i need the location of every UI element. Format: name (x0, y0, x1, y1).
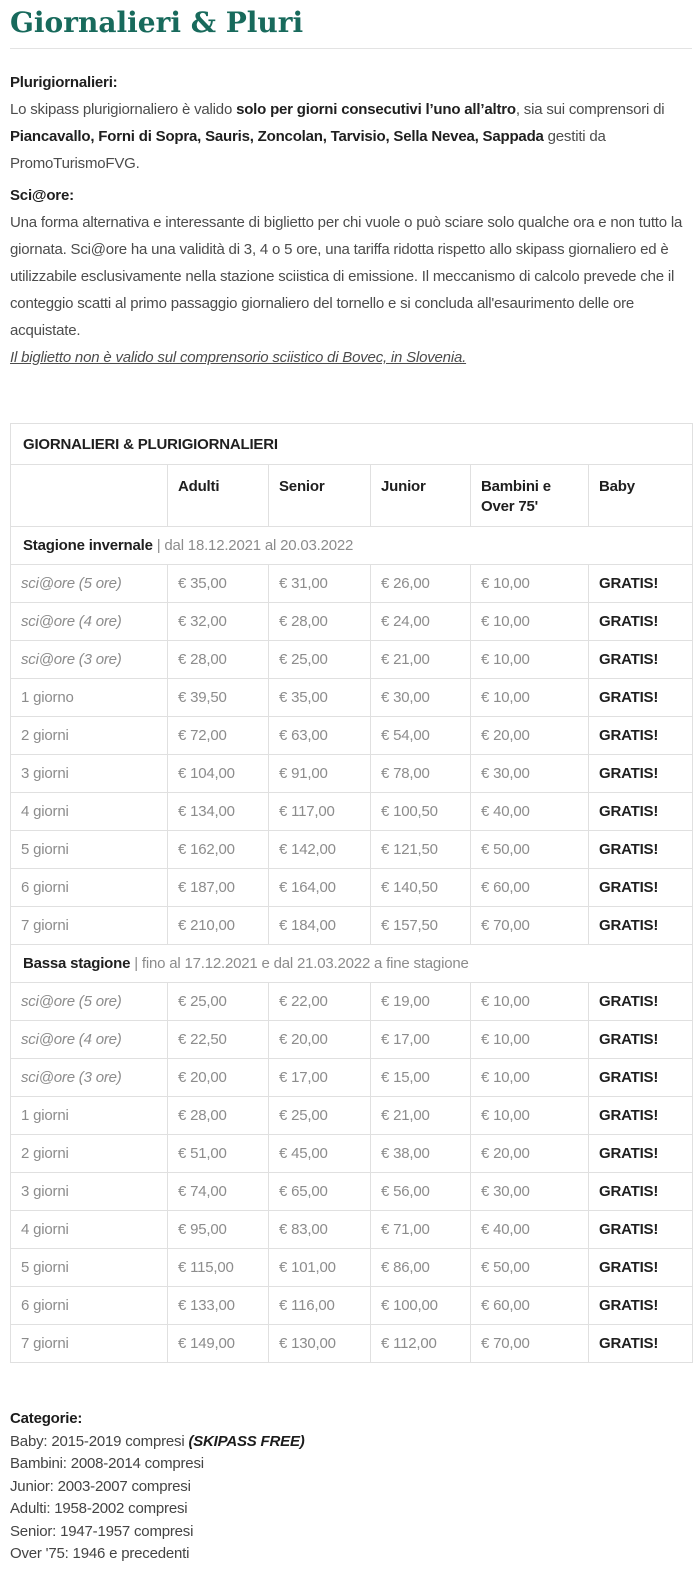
price-cell: € 32,00 (168, 603, 269, 641)
price-cell: € 130,00 (269, 1325, 371, 1363)
plurigiornalieri-heading: Plurigiornalieri: (10, 74, 118, 91)
price-cell: € 86,00 (371, 1249, 471, 1287)
price-row (11, 983, 693, 1021)
price-row (11, 1097, 693, 1135)
category-text: Adulti: 1958-2002 compresi (10, 1500, 188, 1517)
category-line-over75 (10, 1543, 692, 1566)
season-dates: | dal 18.12.2021 al 20.03.2022 (152, 537, 354, 554)
price-row (11, 755, 693, 793)
price-cell: € 71,00 (371, 1211, 471, 1249)
price-cell: € 104,00 (168, 755, 269, 793)
baby-price-cell: GRATIS! (589, 679, 693, 717)
season-label: Stagione invernale (23, 537, 153, 554)
category-line-baby (10, 1431, 692, 1454)
column-header-junior: Junior (371, 465, 471, 527)
row-label: 4 giorni (11, 793, 168, 831)
plurigiornalieri-bold-comprensori: Piancavallo, Forni di Sopra, Sauris, Zoncolan, Tarvisio, Sella Nevea, Sappada (10, 128, 544, 145)
price-row (11, 1135, 693, 1173)
price-row (11, 1287, 693, 1325)
price-cell: € 20,00 (471, 1135, 589, 1173)
price-cell: € 115,00 (168, 1249, 269, 1287)
price-cell: € 22,00 (269, 983, 371, 1021)
season-header-row (11, 945, 693, 983)
column-header-empty (11, 465, 168, 527)
row-label: 7 giorni (11, 1325, 168, 1363)
column-header-bambini-over75: Bambini e Over 75' (471, 465, 589, 527)
season-header-cell (11, 945, 693, 983)
price-cell: € 10,00 (471, 641, 589, 679)
price-cell: € 30,00 (371, 679, 471, 717)
baby-price-cell: GRATIS! (589, 983, 693, 1021)
price-cell: € 121,50 (371, 831, 471, 869)
price-cell: € 95,00 (168, 1211, 269, 1249)
price-cell: € 10,00 (471, 1097, 589, 1135)
price-cell: € 40,00 (471, 1211, 589, 1249)
price-cell: € 133,00 (168, 1287, 269, 1325)
categories-heading-line (10, 1408, 692, 1431)
category-line-senior (10, 1521, 692, 1544)
price-cell: € 25,00 (269, 641, 371, 679)
sciore-heading: Sci@ore: (10, 187, 74, 204)
price-table (10, 423, 693, 1363)
price-cell: € 164,00 (269, 869, 371, 907)
price-cell: € 40,00 (471, 793, 589, 831)
row-label: 5 giorni (11, 1249, 168, 1287)
price-cell: € 50,00 (471, 1249, 589, 1287)
price-row (11, 1211, 693, 1249)
price-cell: € 21,00 (371, 1097, 471, 1135)
title-divider (10, 48, 692, 49)
baby-price-cell: GRATIS! (589, 755, 693, 793)
price-row (11, 565, 693, 603)
row-label: 3 giorni (11, 755, 168, 793)
row-label: sci@ore (3 ore) (11, 1059, 168, 1097)
price-row (11, 1249, 693, 1287)
price-cell: € 15,00 (371, 1059, 471, 1097)
row-label: sci@ore (4 ore) (11, 603, 168, 641)
page-title: Giornalieri & Pluri (10, 6, 304, 39)
price-row (11, 679, 693, 717)
price-cell: € 19,00 (371, 983, 471, 1021)
price-cell: € 25,00 (168, 983, 269, 1021)
price-cell: € 117,00 (269, 793, 371, 831)
price-cell: € 56,00 (371, 1173, 471, 1211)
price-cell: € 210,00 (168, 907, 269, 945)
price-cell: € 83,00 (269, 1211, 371, 1249)
price-cell: € 10,00 (471, 565, 589, 603)
row-label: sci@ore (5 ore) (11, 565, 168, 603)
price-cell: € 26,00 (371, 565, 471, 603)
price-cell: € 112,00 (371, 1325, 471, 1363)
column-header-senior: Senior (269, 465, 371, 527)
baby-price-cell: GRATIS! (589, 1287, 693, 1325)
price-cell: € 28,00 (168, 641, 269, 679)
price-cell: € 142,00 (269, 831, 371, 869)
row-label: 1 giorno (11, 679, 168, 717)
price-row (11, 641, 693, 679)
price-cell: € 101,00 (269, 1249, 371, 1287)
price-cell: € 10,00 (471, 679, 589, 717)
price-cell: € 30,00 (471, 755, 589, 793)
row-label: 5 giorni (11, 831, 168, 869)
baby-price-cell: GRATIS! (589, 1135, 693, 1173)
category-text: Senior: 1947-1957 compresi (10, 1522, 194, 1540)
baby-price-cell: GRATIS! (589, 869, 693, 907)
price-cell: € 157,50 (371, 907, 471, 945)
baby-price-cell: GRATIS! (589, 793, 693, 831)
price-cell: € 20,00 (471, 717, 589, 755)
category-text: Junior: 2003-2007 compresi (10, 1477, 191, 1495)
price-cell: € 24,00 (371, 603, 471, 641)
price-cell: € 10,00 (471, 603, 589, 641)
price-cell: € 31,00 (269, 565, 371, 603)
row-label: 3 giorni (11, 1173, 168, 1211)
season-header-cell (11, 527, 693, 565)
season-dates: | fino al 17.12.2021 e dal 21.03.2022 a fine stagione (130, 955, 469, 972)
price-cell: € 116,00 (269, 1287, 371, 1325)
table-title-row (11, 424, 693, 465)
column-header-adulti: Adulti (168, 465, 269, 527)
row-label: 6 giorni (11, 869, 168, 907)
sciore-bovec-note: Il biglietto non è valido sul comprensorio sciistico di Bovec, in Slovenia. (10, 349, 467, 366)
plurigiornalieri-text: , sia sui comprensori di (515, 101, 665, 118)
price-row (11, 869, 693, 907)
price-cell: € 72,00 (168, 717, 269, 755)
price-cell: € 35,00 (168, 565, 269, 603)
row-label: 4 giorni (11, 1211, 168, 1249)
plurigiornalieri-text: gestiti da PromoTurismoFVG. (10, 128, 606, 172)
price-cell: € 70,00 (471, 907, 589, 945)
price-cell: € 78,00 (371, 755, 471, 793)
row-label: 7 giorni (11, 907, 168, 945)
plurigiornalieri-bold-consecutivi: solo per giorni consecutivi l’uno all’altro (236, 101, 516, 118)
price-cell: € 162,00 (168, 831, 269, 869)
price-cell: € 184,00 (269, 907, 371, 945)
row-label: 2 giorni (11, 717, 168, 755)
baby-price-cell: GRATIS! (589, 907, 693, 945)
baby-price-cell: GRATIS! (589, 1059, 693, 1097)
price-cell: € 45,00 (269, 1135, 371, 1173)
price-cell: € 54,00 (371, 717, 471, 755)
price-row (11, 831, 693, 869)
price-cell: € 10,00 (471, 1059, 589, 1097)
category-text: Bambini: 2008-2014 compresi (10, 1455, 204, 1472)
row-label: sci@ore (5 ore) (11, 983, 168, 1021)
price-cell: € 20,00 (168, 1059, 269, 1097)
baby-price-cell: GRATIS! (589, 1325, 693, 1363)
price-cell: € 21,00 (371, 641, 471, 679)
price-cell: € 17,00 (269, 1059, 371, 1097)
baby-price-cell: GRATIS! (589, 1249, 693, 1287)
price-row (11, 1173, 693, 1211)
row-label: 6 giorni (11, 1287, 168, 1325)
row-label: 1 giorni (11, 1097, 168, 1135)
baby-price-cell: GRATIS! (589, 641, 693, 679)
price-cell: € 38,00 (371, 1135, 471, 1173)
price-cell: € 140,50 (371, 869, 471, 907)
price-cell: € 100,00 (371, 1287, 471, 1325)
price-cell: € 50,00 (471, 831, 589, 869)
baby-price-cell: GRATIS! (589, 603, 693, 641)
row-label: sci@ore (4 ore) (11, 1021, 168, 1059)
price-cell: € 39,50 (168, 679, 269, 717)
price-cell: € 28,00 (168, 1097, 269, 1135)
baby-price-cell: GRATIS! (589, 1173, 693, 1211)
column-header-baby: Baby (589, 465, 693, 527)
price-cell: € 74,00 (168, 1173, 269, 1211)
baby-price-cell: GRATIS! (589, 1097, 693, 1135)
price-cell: € 149,00 (168, 1325, 269, 1363)
baby-price-cell: GRATIS! (589, 831, 693, 869)
category-skipass-free: (SKIPASS FREE) (188, 1432, 305, 1450)
price-row (11, 1059, 693, 1097)
price-cell: € 65,00 (269, 1173, 371, 1211)
price-cell: € 20,00 (269, 1021, 371, 1059)
price-row (11, 1325, 693, 1363)
plurigiornalieri-paragraph (10, 69, 692, 177)
category-line-junior (10, 1476, 692, 1499)
baby-price-cell: GRATIS! (589, 565, 693, 603)
price-cell: € 30,00 (471, 1173, 589, 1211)
price-cell: € 10,00 (471, 983, 589, 1021)
season-header-row (11, 527, 693, 565)
category-text: Baby: 2015-2019 compresi (10, 1432, 189, 1450)
categories-section (10, 1408, 692, 1566)
season-label: Bassa stagione (23, 955, 131, 972)
categories-heading: Categorie: (10, 1410, 83, 1427)
price-cell: € 51,00 (168, 1135, 269, 1173)
table-column-header-row (11, 465, 693, 527)
price-row (11, 907, 693, 945)
row-label: sci@ore (3 ore) (11, 641, 168, 679)
price-cell: € 25,00 (269, 1097, 371, 1135)
price-cell: € 28,00 (269, 603, 371, 641)
price-cell: € 70,00 (471, 1325, 589, 1363)
price-row (11, 603, 693, 641)
price-cell: € 187,00 (168, 869, 269, 907)
baby-price-cell: GRATIS! (589, 1211, 693, 1249)
price-cell: € 60,00 (471, 869, 589, 907)
row-label: 2 giorni (11, 1135, 168, 1173)
category-text: Over '75: 1946 e precedenti (10, 1545, 190, 1562)
plurigiornalieri-text: Lo skipass plurigiornaliero è valido (10, 101, 237, 118)
baby-price-cell: GRATIS! (589, 1021, 693, 1059)
price-row (11, 717, 693, 755)
price-cell: € 134,00 (168, 793, 269, 831)
price-cell: € 22,50 (168, 1021, 269, 1059)
price-cell: € 35,00 (269, 679, 371, 717)
baby-price-cell: GRATIS! (589, 717, 693, 755)
price-cell: € 91,00 (269, 755, 371, 793)
price-row (11, 793, 693, 831)
price-cell: € 17,00 (371, 1021, 471, 1059)
category-line-bambini (10, 1453, 692, 1476)
price-cell: € 60,00 (471, 1287, 589, 1325)
price-cell: € 10,00 (471, 1021, 589, 1059)
intro-section (10, 69, 692, 371)
price-row (11, 1021, 693, 1059)
price-cell: € 100,50 (371, 793, 471, 831)
price-cell: € 63,00 (269, 717, 371, 755)
table-title: GIORNALIERI & PLURIGIORNALIERI (11, 424, 693, 465)
sciore-text: Una forma alternativa e interessante di biglietto per chi vuole o può sciare solo qualche ora e non tutto la giornata. Sci@ore ha una validità di 3, 4 o 5 ore, una tariffa ridotta rispetto allo skipass giornaliero ed è utilizzabile esclusivamente nella stazione sciistica di emissione. Il meccanismo di calcolo prevede che il conteggio scatti al primo passaggio giornaliero del tornello e si concluda all'esaurimento delle ore acquistate. (10, 214, 683, 339)
sciore-paragraph (10, 182, 692, 371)
category-line-adulti (10, 1498, 692, 1521)
